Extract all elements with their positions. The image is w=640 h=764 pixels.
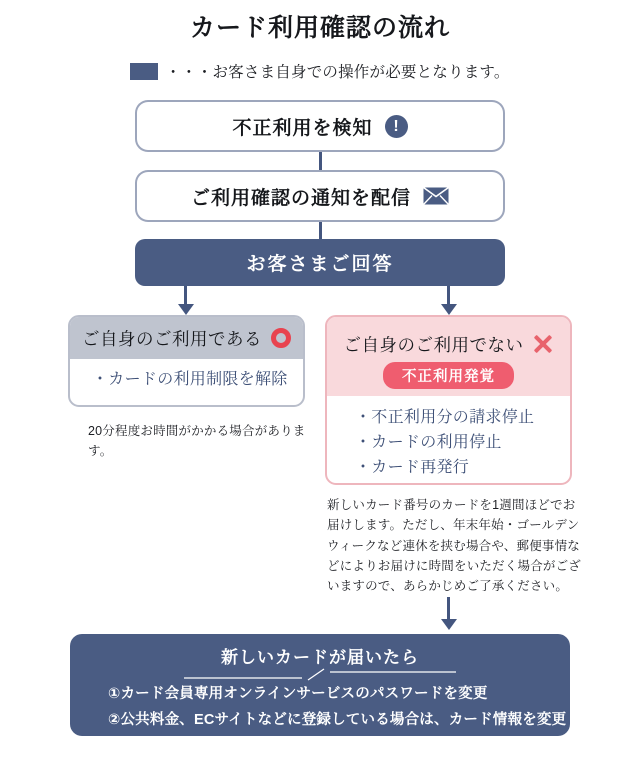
list-item: ・カードの利用制限を解除 bbox=[92, 371, 288, 388]
bottom-panel-new-card bbox=[70, 634, 570, 736]
bottom-panel-heading-wrap bbox=[70, 634, 570, 681]
branch-not-own-use-body bbox=[327, 396, 570, 480]
legend-label: ・・・お客さま自身での操作が必要となります。 bbox=[165, 64, 510, 81]
list-item: ②公共料金、ECサイトなどに登録している場合は、カード情報を変更 bbox=[108, 711, 567, 728]
connector-detect-to-notify bbox=[319, 152, 322, 170]
status-badge-fraud: 不正利用発覚 bbox=[383, 362, 514, 389]
branch-own-use bbox=[68, 315, 305, 407]
step-notify-label: ご利用確認の通知を配信 bbox=[190, 187, 411, 209]
arrow-to-branch-ng bbox=[441, 286, 457, 315]
branch-not-own-use-header-row bbox=[344, 332, 554, 357]
heading-underline-decoration bbox=[184, 668, 456, 681]
list-item: ①カード会員専用オンラインサービスのパスワードを変更 bbox=[108, 686, 488, 702]
step-detect-fraud bbox=[135, 100, 505, 152]
step-answer-label: お客さまご回答 bbox=[246, 254, 394, 275]
step-send-notification bbox=[135, 170, 505, 222]
page-title: カード利用確認の流れ bbox=[189, 14, 450, 42]
legend bbox=[0, 60, 640, 82]
alert-icon: ! bbox=[385, 115, 408, 138]
bottom-panel-heading: 新しいカードが届いたら bbox=[221, 648, 419, 667]
note-not-own-use: 新しいカード番号のカードを1週間ほどでお届けします。ただし、年末年始・ゴールデンウィークなど連休を挟む場合や、郵便事情などによりお届けに時間をいただく場合がございますので、あらかじめご了承ください。 bbox=[327, 498, 582, 593]
list-item: ・カード再発行 bbox=[355, 458, 470, 476]
branch-not-own-use bbox=[325, 315, 572, 485]
list-item: ・不正利用分の請求停止 bbox=[355, 409, 535, 426]
red-circle-icon bbox=[271, 328, 291, 348]
branch-not-own-use-header-label: ご自身のご利用でない bbox=[343, 334, 524, 355]
arrow-to-branch-ok bbox=[178, 286, 194, 315]
legend-swatch-icon bbox=[130, 63, 158, 80]
connector-notify-to-answer bbox=[319, 222, 322, 239]
red-cross-icon bbox=[532, 333, 554, 355]
mail-icon bbox=[423, 187, 449, 205]
list-item: ・カードの利用停止 bbox=[355, 433, 502, 451]
step-customer-answer bbox=[135, 239, 505, 286]
arrow-to-bottom-panel bbox=[441, 597, 457, 631]
branch-own-use-body bbox=[70, 359, 303, 393]
branch-own-use-header-label: ご自身のご利用である bbox=[82, 328, 262, 349]
branch-own-use-header bbox=[70, 317, 303, 359]
note-own-use: 20分程度お時間がかかる場合があります。 bbox=[88, 424, 306, 459]
bottom-panel-list bbox=[70, 681, 570, 734]
step-detect-label: 不正利用を検知 bbox=[232, 117, 373, 139]
branch-not-own-use-header bbox=[327, 317, 570, 396]
